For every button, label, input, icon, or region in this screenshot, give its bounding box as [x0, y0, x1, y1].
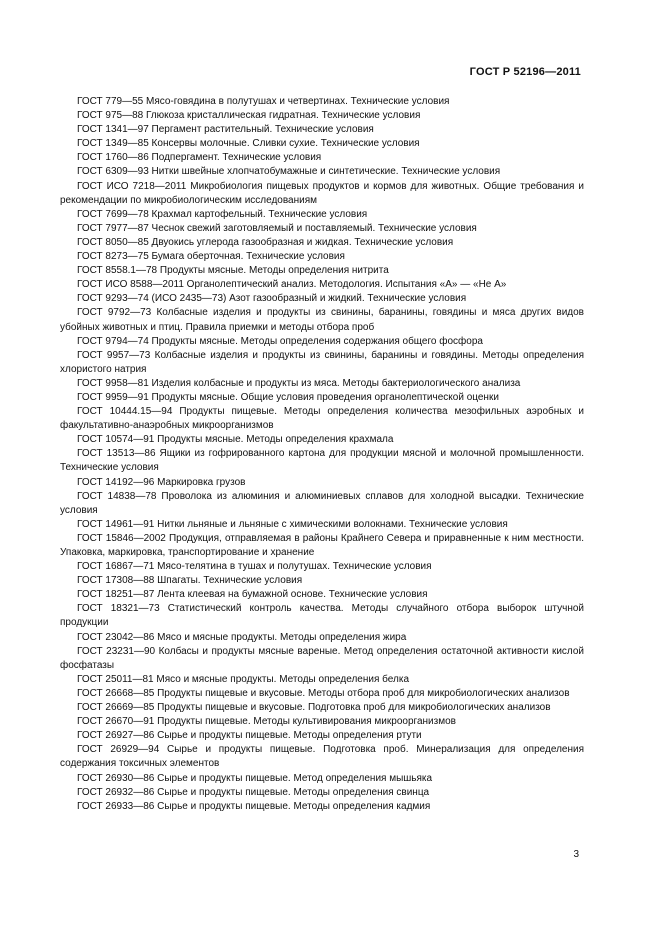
- reference-entry: ГОСТ 1760—86 Подпергамент. Технические условия: [77, 152, 322, 164]
- reference-entry: ГОСТ 26670—91 Продукты пищевые. Методы культивирования микроорганизмов: [77, 716, 456, 728]
- reference-entry: ГОСТ ИСО 8588—2011 Органолептический анализ. Методология. Испытания «А» — «Не А»: [77, 279, 507, 291]
- reference-entry: ГОСТ 7699—78 Крахмал картофельный. Технические условия: [77, 208, 368, 220]
- reference-entry: ГОСТ 10574—91 Продукты мясные. Методы определения крахмала: [77, 434, 394, 446]
- reference-entry: ГОСТ 26669—85 Продукты пищевые и вкусовые. Подготовка проб для микробиологических анализов: [77, 702, 551, 714]
- page-number: 3: [573, 849, 579, 860]
- reference-entry: ГОСТ 9958—81 Изделия колбасные и продукты из мяса. Методы бактериологического анализа: [77, 377, 521, 389]
- reference-entry: ГОСТ 26932—86 Сырье и продукты пищевые. Методы определения свинца: [77, 786, 430, 798]
- reference-entry: ГОСТ 25011—81 Мясо и мясные продукты. Методы определения белка: [77, 673, 410, 685]
- reference-entry: ГОСТ 26668—85 Продукты пищевые и вкусовые. Методы отбора проб для микробиологических анализов: [77, 687, 570, 699]
- reference-entry: ГОСТ 8050—85 Двуокись углерода газообразная и жидкая. Технические условия: [77, 236, 454, 248]
- document-header: ГОСТ Р 52196—2011: [469, 66, 581, 78]
- reference-entry: ГОСТ 14192—96 Маркировка грузов: [77, 476, 246, 488]
- reference-entry: ГОСТ 9792—73 Колбасные изделия и продукты из свинины, баранины, говядины и мяса других видов убойных животных и птиц. Правила приемки и методы отбора проб: [60, 307, 584, 333]
- reference-entry: ГОСТ 26929—94 Сырье и продукты пищевые. Подготовка проб. Минерализация для определения содержания токсичных элементов: [60, 744, 584, 770]
- reference-entry: ГОСТ 13513—86 Ящики из гофрированного картона для продукции мясной и молочной промышленности. Технические условия: [60, 448, 584, 474]
- reference-entry: ГОСТ 1341—97 Пергамент растительный. Технические условия: [77, 124, 374, 136]
- reference-entry: ГОСТ 23042—86 Мясо и мясные продукты. Методы определения жира: [77, 631, 407, 643]
- reference-entry: ГОСТ 9959—91 Продукты мясные. Общие условия проведения органолептической оценки: [77, 391, 499, 403]
- reference-entry: ГОСТ ИСО 7218—2011 Микробиология пищевых продуктов и кормов для животных. Общие требования и рекомендации по микробиологическим исследованиям: [60, 180, 584, 206]
- reference-entry: ГОСТ 975—88 Глюкоза кристаллическая гидратная. Технические условия: [77, 110, 421, 122]
- reference-entry: ГОСТ 8273—75 Бумага оберточная. Технические условия: [77, 251, 345, 263]
- reference-entry: ГОСТ 26933—86 Сырье и продукты пищевые. Методы определения кадмия: [77, 800, 431, 812]
- reference-entry: ГОСТ 779—55 Мясо-говядина в полутушах и четвертинах. Технические условия: [77, 96, 450, 107]
- reference-entry: ГОСТ 26927—86 Сырье и продукты пищевые. Методы определения ртути: [77, 730, 422, 742]
- reference-entry: ГОСТ 7977—87 Чеснок свежий заготовляемый и поставляемый. Технические условия: [77, 222, 477, 234]
- reference-entry: ГОСТ 10444.15—94 Продукты пищевые. Методы определения количества мезофильных аэробных и факультативно-анаэробных микроорганизмов: [60, 406, 584, 432]
- normative-references-list: [60, 95, 584, 814]
- reference-entry: ГОСТ 16867—71 Мясо-телятина в тушах и полутушах. Технические условия: [77, 561, 432, 573]
- reference-entry: ГОСТ 15846—2002 Продукция, отправляемая в районы Крайнего Севера и приравненные к ним местности. Упаковка, маркировка, транспортирование и хранение: [60, 532, 584, 558]
- reference-entry: ГОСТ 23231—90 Колбасы и продукты мясные вареные. Метод определения остаточной активности кислой фосфатазы: [60, 645, 584, 671]
- reference-entry: ГОСТ 9794—74 Продукты мясные. Методы определения содержания общего фосфора: [77, 335, 483, 347]
- reference-entry: ГОСТ 9957—73 Колбасные изделия и продукты из свинины, баранины и говядины. Методы определения хлористого натрия: [60, 349, 584, 375]
- reference-entry: ГОСТ 14838—78 Проволока из алюминия и алюминиевых сплавов для холодной высадки. Технические условия: [60, 490, 584, 516]
- reference-entry: ГОСТ 18251—87 Лента клеевая на бумажной основе. Технические условия: [77, 589, 428, 601]
- reference-entry: ГОСТ 14961—91 Нитки льняные и льняные с химическими волокнами. Технические условия: [77, 518, 508, 530]
- reference-entry: ГОСТ 26930—86 Сырье и продукты пищевые. Метод определения мышьяка: [77, 772, 433, 784]
- reference-entry: ГОСТ 18321—73 Статистический контроль качества. Методы случайного отбора выборок штучной продукции: [60, 603, 584, 629]
- reference-entry: ГОСТ 6309—93 Нитки швейные хлопчатобумажные и синтетические. Технические условия: [77, 166, 501, 178]
- reference-entry: ГОСТ 9293—74 (ИСО 2435—73) Азот газообразный и жидкий. Технические условия: [77, 293, 467, 305]
- reference-entry: ГОСТ 17308—88 Шпагаты. Технические условия: [77, 575, 303, 587]
- reference-entry: ГОСТ 1349—85 Консервы молочные. Сливки сухие. Технические условия: [77, 138, 420, 150]
- reference-entry: ГОСТ 8558.1—78 Продукты мясные. Методы определения нитрита: [77, 265, 389, 277]
